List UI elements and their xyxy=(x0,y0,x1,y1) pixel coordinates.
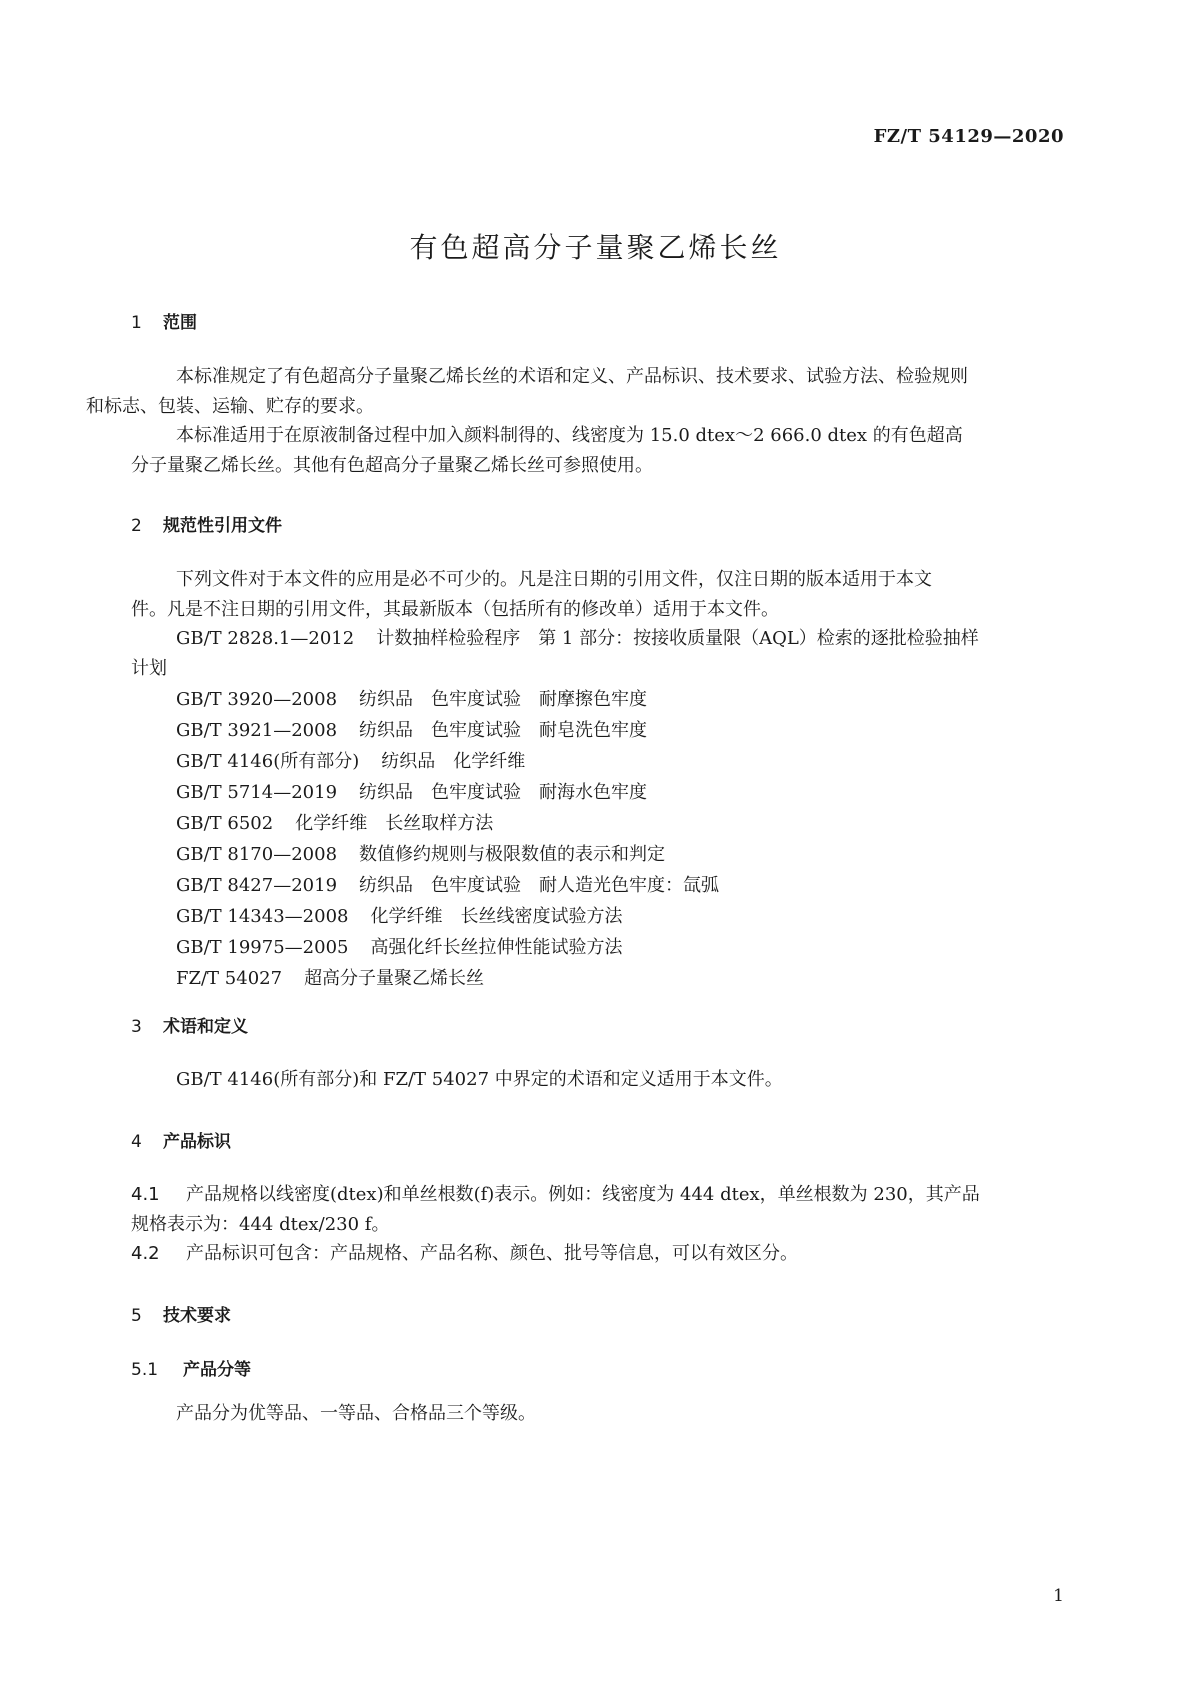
section-2-intro xyxy=(131,565,1061,625)
reference-item xyxy=(131,839,1061,870)
section-3-paragraph xyxy=(131,1065,1061,1095)
paragraph-line: 本标准规定了有色超高分子量聚乙烯长丝的术语和定义、产品标识、技术要求、试验方法、检验规则 xyxy=(176,366,968,387)
section-title: 产品标识 xyxy=(163,1132,231,1152)
reference-code: GB/T 2828.1—2012 xyxy=(176,628,355,649)
section-1-paragraph-1 xyxy=(86,362,1061,422)
section-title: 规范性引用文件 xyxy=(163,516,282,536)
paragraph-line: 和标志、包装、运输、贮存的要求。 xyxy=(86,396,374,417)
reference-code: GB/T 3921—2008 xyxy=(176,720,338,741)
section-number: 3 xyxy=(131,1017,142,1037)
clause-number: 4.1 xyxy=(131,1184,160,1205)
paragraph-line: 产品标识可包含：产品规格、产品名称、颜色、批号等信息，可以有效区分。 xyxy=(186,1243,798,1264)
paragraph-line: 规格表示为：444 dtex/230 f。 xyxy=(131,1214,390,1235)
paragraph-line: 产品规格以线密度(dtex)和单丝根数(f)表示。例如：线密度为 444 dtex，单丝根数为 230，其产品 xyxy=(186,1184,980,1205)
paragraph-line: 分子量聚乙烯长丝。其他有色超高分子量聚乙烯长丝可参照使用。 xyxy=(131,455,653,476)
section-title: 技术要求 xyxy=(163,1306,231,1326)
reference-title: 化学纤维 长丝取样方法 xyxy=(295,813,494,834)
reference-code: GB/T 19975—2005 xyxy=(176,937,349,958)
reference-item xyxy=(131,808,1061,839)
section-3-heading xyxy=(131,1012,248,1037)
subsection-title: 产品分等 xyxy=(183,1360,251,1380)
reference-item xyxy=(131,777,1061,808)
reference-title: 数值修约规则与极限数值的表示和判定 xyxy=(359,844,666,865)
reference-code: GB/T 8427—2019 xyxy=(176,875,338,896)
section-1-heading xyxy=(131,308,197,333)
paragraph-line: 下列文件对于本文件的应用是必不可少的。凡是注日期的引用文件，仅注日期的版本适用于本文 xyxy=(176,569,932,590)
paragraph-line: GB/T 4146(所有部分)和 FZ/T 54027 中界定的术语和定义适用于本文件。 xyxy=(176,1069,783,1090)
section-1-paragraph-2 xyxy=(131,421,1061,481)
section-number: 5 xyxy=(131,1306,142,1326)
paragraph-line: 本标准适用于在原液制备过程中加入颜料制得的、线密度为 15.0 dtex～2 666.0 dtex 的有色超高 xyxy=(176,425,963,446)
clause-4-1 xyxy=(131,1180,1061,1240)
section-number: 4 xyxy=(131,1132,142,1152)
section-number: 2 xyxy=(131,516,142,536)
reference-title: 纺织品 色牢度试验 耐摩擦色牢度 xyxy=(359,689,648,710)
reference-item xyxy=(131,746,1061,777)
reference-title: 高强化纤长丝拉伸性能试验方法 xyxy=(370,937,623,958)
reference-title: 计数抽样检验程序 第 1 部分：按接收质量限（AQL）检索的逐批检验抽样 xyxy=(376,628,979,649)
page-number: 1 xyxy=(1053,1586,1064,1606)
reference-title-continued: 计划 xyxy=(131,658,167,679)
section-2-heading xyxy=(131,511,282,536)
reference-item xyxy=(131,963,1061,994)
standard-code: FZ/T 54129—2020 xyxy=(873,126,1064,147)
section-4-heading xyxy=(131,1127,231,1152)
reference-title: 化学纤维 长丝线密度试验方法 xyxy=(370,906,623,927)
reference-title: 纺织品 色牢度试验 耐海水色牢度 xyxy=(359,782,648,803)
reference-item xyxy=(131,715,1061,746)
section-title: 范围 xyxy=(163,313,197,333)
reference-code: GB/T 5714—2019 xyxy=(176,782,338,803)
clause-number: 4.2 xyxy=(131,1243,160,1264)
reference-code: GB/T 8170—2008 xyxy=(176,844,338,865)
section-number: 1 xyxy=(131,313,142,333)
reference-item xyxy=(131,932,1061,963)
reference-item xyxy=(131,901,1061,932)
reference-code: FZ/T 54027 xyxy=(176,968,283,989)
reference-item xyxy=(131,870,1061,901)
reference-item xyxy=(131,684,1061,715)
reference-code: GB/T 14343—2008 xyxy=(176,906,349,927)
reference-code: GB/T 3920—2008 xyxy=(176,689,338,710)
section-title: 术语和定义 xyxy=(163,1017,248,1037)
section-5-1-paragraph xyxy=(131,1399,1061,1429)
paragraph-line: 产品分为优等品、一等品、合格品三个等级。 xyxy=(176,1403,536,1424)
subsection-number: 5.1 xyxy=(131,1360,159,1380)
reference-code: GB/T 6502 xyxy=(176,813,274,834)
subsection-5-1-heading xyxy=(131,1355,251,1380)
reference-code: GB/T 4146(所有部分) xyxy=(176,751,360,772)
reference-item xyxy=(131,624,1061,684)
section-5-heading xyxy=(131,1301,231,1326)
reference-title: 纺织品 色牢度试验 耐皂洗色牢度 xyxy=(359,720,648,741)
reference-title: 纺织品 色牢度试验 耐人造光色牢度：氙弧 xyxy=(359,875,720,896)
paragraph-line: 件。凡是不注日期的引用文件，其最新版本（包括所有的修改单）适用于本文件。 xyxy=(131,599,779,620)
clause-4-2 xyxy=(131,1239,1061,1269)
reference-title: 纺织品 化学纤维 xyxy=(381,751,526,772)
document-title: 有色超高分子量聚乙烯长丝 xyxy=(409,231,782,264)
reference-title: 超高分子量聚乙烯长丝 xyxy=(304,968,485,989)
normative-references-list xyxy=(131,624,1061,994)
